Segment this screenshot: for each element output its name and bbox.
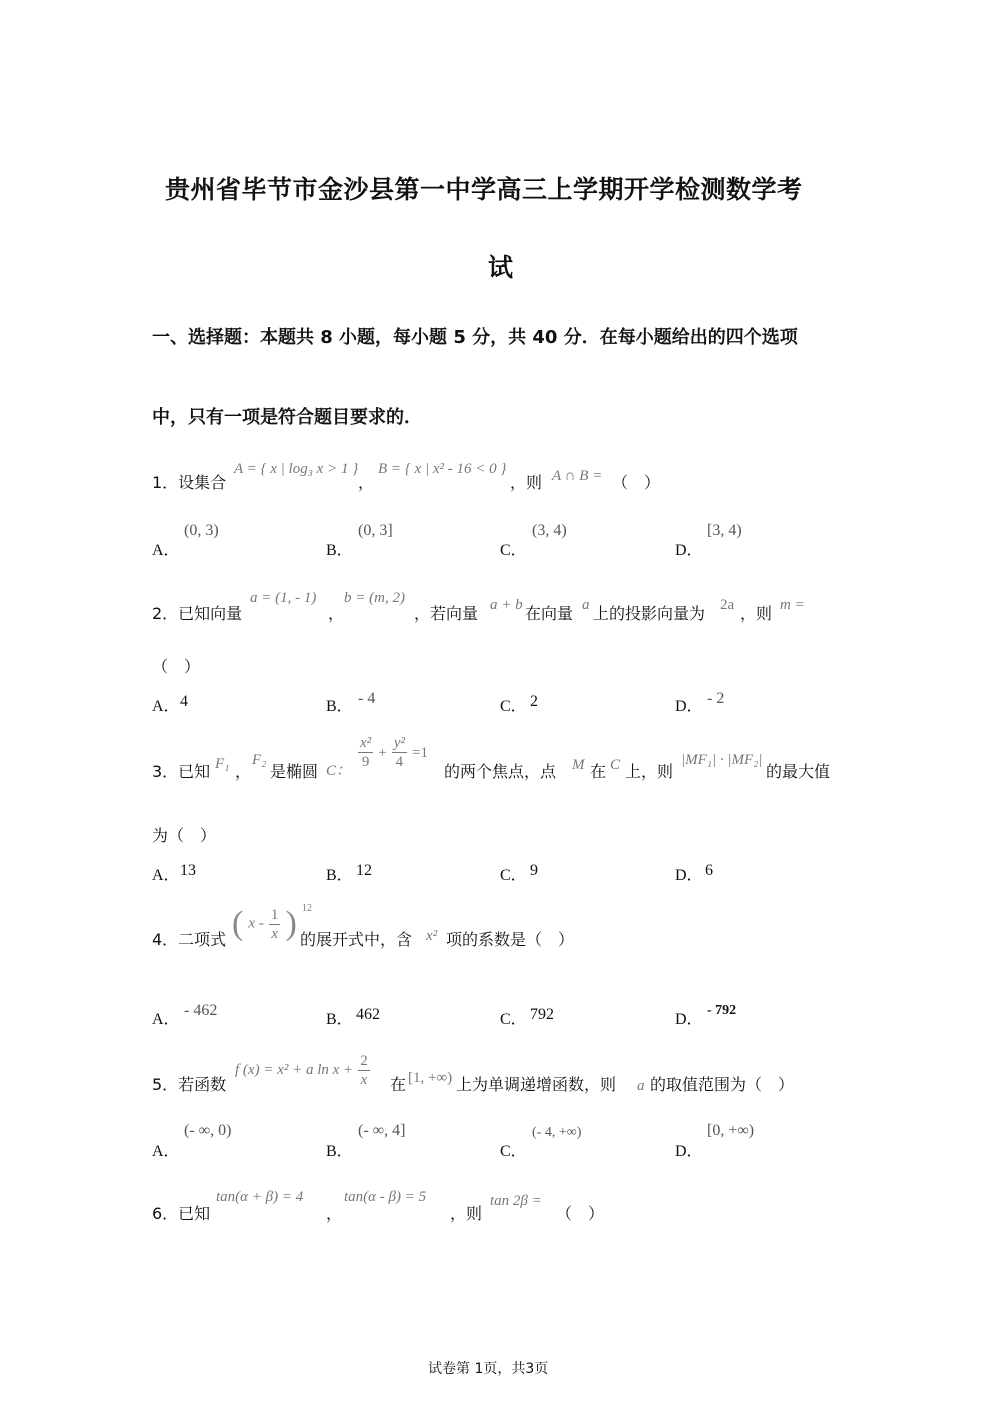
q2-paren: （ ）	[152, 657, 201, 676]
q1-expr: A ∩ B =	[552, 468, 603, 484]
q2-option-d-letter: D．	[675, 698, 703, 715]
q4-exponent: 12	[301, 903, 312, 914]
q1-option-b-letter: B．	[326, 542, 353, 559]
q5-two: 2	[360, 1053, 368, 1069]
q2-option-b-value: - 4	[358, 690, 376, 707]
q2-number: 2．已知向量	[152, 604, 243, 623]
q4-option-b-letter: B．	[326, 1011, 353, 1028]
q2-sum: a + b	[490, 597, 523, 613]
q5-frac	[358, 1052, 370, 1089]
q2-option-c-letter: C．	[500, 698, 527, 715]
q5-number: 5．若函数	[152, 1075, 227, 1094]
q4-x: x	[271, 925, 278, 942]
q4-option-a-letter: A．	[152, 1011, 180, 1028]
q1-set-a: A = { x | log₃ x > 1 }	[234, 461, 359, 477]
q3-option-b-letter: B．	[326, 867, 353, 884]
q2-option-a-value: 4	[180, 693, 188, 710]
q3-f1: F₁	[215, 756, 230, 772]
q4-text1: 的展开式中，含	[300, 930, 413, 949]
q3-option-b-value: 12	[356, 862, 372, 879]
q3-ellipse-eq	[358, 734, 428, 771]
q3-option-a-letter: A．	[152, 867, 180, 884]
q3-text4: 上，则	[625, 762, 674, 781]
q3-m: M	[572, 757, 585, 773]
q2-option-a-letter: A．	[152, 698, 180, 715]
q2-option-b-letter: B．	[326, 698, 353, 715]
q6-text1: ，则	[450, 1204, 483, 1223]
q1-number: 1．设集合	[152, 473, 227, 492]
q3-line2: 为（ ）	[152, 826, 217, 845]
q3-frac-x	[358, 734, 373, 771]
q2-vector-b: b = (m, 2)	[344, 590, 405, 606]
q5-text1: 在	[390, 1075, 407, 1094]
page-footer: 试卷第 1页，共3页	[428, 1361, 549, 1377]
q2-option-d-value: - 2	[707, 690, 725, 707]
q5-option-d-letter: D．	[675, 1143, 703, 1160]
q3-four: 4	[395, 754, 404, 770]
q5-option-c-letter: C．	[500, 1143, 527, 1160]
q4-text2: 项的系数是（ ）	[446, 930, 575, 949]
q2-m: m =	[780, 597, 805, 613]
q3-x2: x²	[360, 735, 372, 751]
q2-vector-a: a = (1, - 1)	[250, 590, 317, 606]
q4-option-a-value: - 462	[184, 1002, 218, 1019]
q1-set-b: B = { x | x² - 16 < 0 }	[378, 461, 507, 477]
q4-one: 1	[270, 906, 279, 923]
q6-paren: （ ）	[556, 1204, 605, 1223]
q6-expr1: tan(α + β) = 4	[216, 1189, 304, 1205]
q3-text5: 的最大值	[766, 762, 831, 781]
page-title-line1: 贵州省毕节市金沙县第一中学高三上学期开学检测数学考	[165, 175, 803, 204]
q6-sep: ，	[326, 1204, 343, 1223]
q2-sep: ，	[328, 604, 345, 623]
q5-option-a-letter: A．	[152, 1143, 180, 1160]
q4-option-d-letter: D．	[675, 1011, 703, 1028]
q4-option-c-value: 792	[530, 1006, 554, 1023]
q6-expr2: tan(α - β) = 5	[344, 1189, 427, 1205]
q1-paren: （ ）	[612, 473, 661, 492]
q2-text2: 在向量	[525, 604, 574, 623]
q5-text2: 上为单调递增函数，则	[456, 1075, 617, 1094]
q3-option-c-letter: C．	[500, 867, 527, 884]
q1-option-c-value: (3, 4)	[532, 522, 567, 539]
q3-number: 3．已知	[152, 762, 211, 781]
q4-close-paren: )	[285, 905, 297, 942]
q5-option-b-value: (- ∞, 4]	[358, 1122, 406, 1139]
q4-open-paren: (	[232, 905, 244, 942]
q3-f2: F₂	[252, 752, 267, 768]
q3-nine: 9	[361, 754, 370, 770]
q3-option-d-value: 6	[705, 862, 713, 879]
q3-y2: y²	[393, 735, 405, 751]
q5-option-b-letter: B．	[326, 1143, 353, 1160]
q4-option-c-letter: C．	[500, 1011, 527, 1028]
q1-tail: ，则	[510, 473, 543, 492]
q3-text1: 是椭圆	[270, 762, 319, 781]
q4-frac	[269, 906, 281, 943]
q5-x: x	[360, 1072, 368, 1088]
q2-option-c-value: 2	[530, 693, 538, 710]
q3-c: C：	[326, 763, 352, 779]
q1-option-a-value: (0, 3)	[184, 522, 219, 539]
q3-option-d-letter: D．	[675, 867, 703, 884]
page-title-line2: 试	[488, 253, 514, 282]
q2-text3: 上的投影向量为	[593, 604, 706, 623]
q2-text4: ，则	[740, 604, 773, 623]
q5-text3: 的取值范围为（ ）	[650, 1075, 795, 1094]
q5-function	[235, 1052, 370, 1089]
q4-x2: x²	[426, 928, 438, 944]
q3-frac-y	[392, 734, 407, 771]
q4-number: 4．二项式	[152, 930, 227, 949]
q1-option-d-value: [3, 4)	[707, 522, 742, 539]
q2-text1: ，若向量	[414, 604, 479, 623]
q3-sep: ，	[235, 762, 252, 781]
q3-product: |MF₁| · |MF₂|	[681, 752, 763, 768]
q3-text2: 的两个焦点，点	[444, 762, 557, 781]
q1-option-b-value: (0, 3]	[358, 522, 393, 539]
q1-option-d-letter: D．	[675, 542, 703, 559]
section-header-line2: 中，只有一项是符合题目要求的．	[152, 407, 422, 428]
q4-option-b-value: 462	[356, 1006, 380, 1023]
q6-expr3: tan 2β =	[490, 1193, 542, 1209]
q3-c2: C	[610, 757, 621, 773]
q5-option-d-value: [0, +∞)	[707, 1122, 755, 1139]
q1-sep: ，	[358, 473, 375, 492]
section-header-line1: 一、选择题：本题共 8 小题，每小题 5 分，共 40 分．在每小题给出的四个选项	[152, 327, 798, 348]
q4-x-minus: x -	[248, 915, 264, 932]
q3-plus: +	[378, 745, 387, 761]
q1-option-c-letter: C．	[500, 542, 527, 559]
q4-option-d-value: - 792	[707, 1003, 737, 1018]
q1-option-a-letter: A．	[152, 542, 180, 559]
q5-option-c-value: (- 4, +∞)	[532, 1125, 582, 1140]
q5-option-a-value: (- ∞, 0)	[184, 1122, 232, 1139]
q2-two-a: 2a	[720, 597, 735, 613]
q3-text3: 在	[590, 762, 607, 781]
q3-eq1: =1	[412, 745, 429, 761]
q3-option-a-value: 13	[180, 862, 196, 879]
q5-interval: [1, +∞)	[408, 1070, 453, 1086]
q3-option-c-value: 9	[530, 862, 538, 879]
q5-a: a	[637, 1078, 645, 1094]
q6-number: 6．已知	[152, 1204, 211, 1223]
q5-f-expr: f (x) = x² + a ln x +	[235, 1062, 354, 1078]
q2-a2: a	[582, 597, 590, 613]
